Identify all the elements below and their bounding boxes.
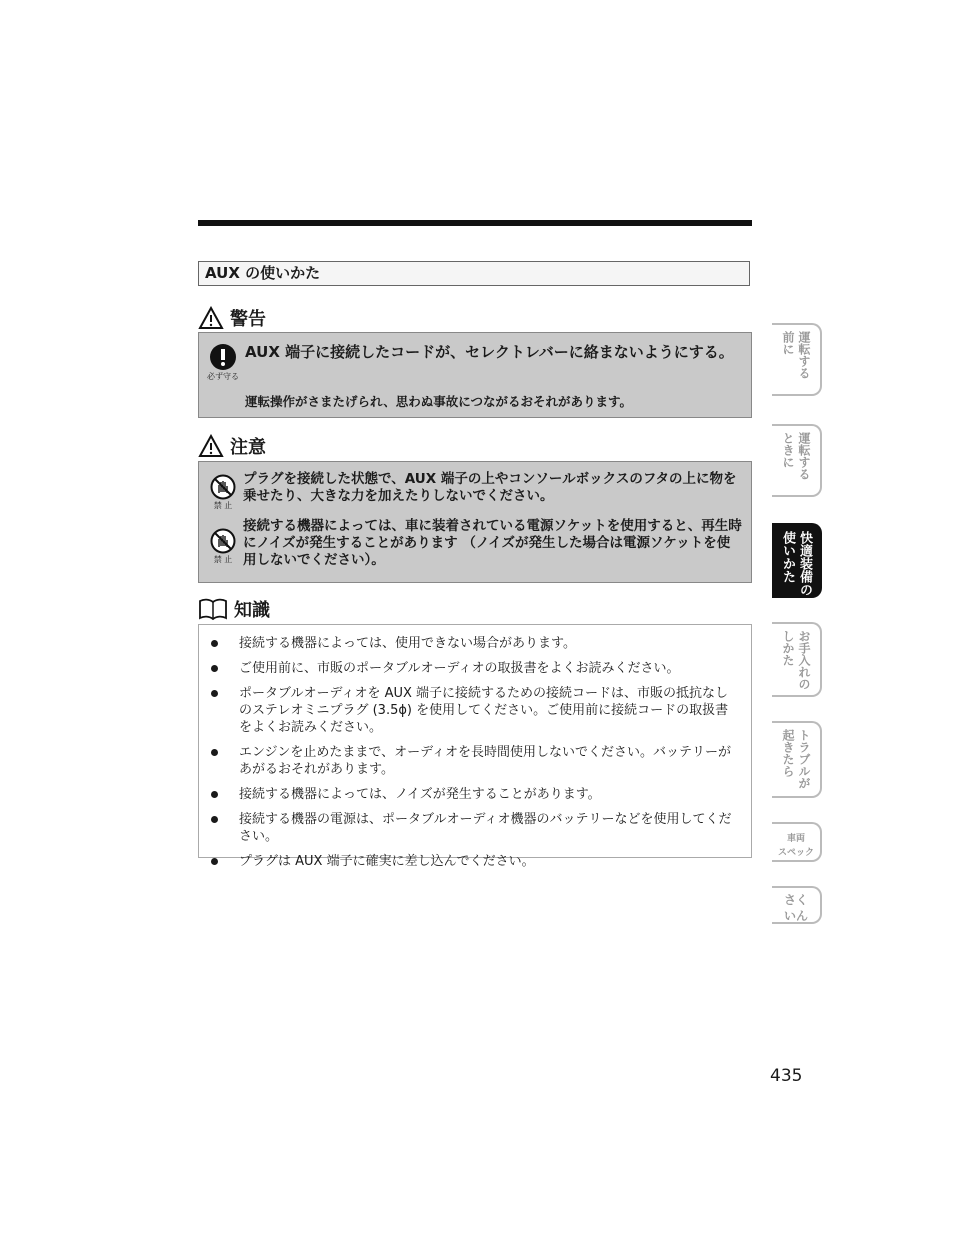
list-item: エンジンを止めたままで、オーディオを長時間使用しないでください。バッテリーがあがるおそれがあります。 [211,744,741,778]
tab-comfort-features[interactable] [772,523,822,598]
caution-triangle-icon [198,434,224,458]
list-item: 接続する機器によっては、ノイズが発生することがあります。 [211,786,741,803]
list-item: プラグは AUX 端子に確実に差し込んでください。 [211,853,741,870]
tab-label: さく [783,892,808,907]
prohibited-symbol [205,474,241,511]
tab-label: 使いかた [780,531,795,583]
list-item: 接続する機器によっては、使用できない場合があります。 [211,635,741,652]
tab-label: 快適装備の [797,531,812,596]
list-item: ポータブルオーディオを AUX 端子に接続するための接続コードは、市販の抵抗なしのステレオミニプラグ (3.5ϕ) を使用してください。ご使用前に接続コードの取扱書をよくお読みください。 [211,685,741,736]
caution-heading-text: 注意 [230,437,266,458]
tab-label: しかた [781,630,795,666]
warning-main-text: AUX 端子に接続したコードが、セレクトレバーに絡まないようにする。 [245,343,734,361]
tab-label: トラブルが [797,729,811,789]
tab-label: スペック [777,848,814,858]
no-touch-hand-icon [210,528,236,554]
tab-label: 起きたら [781,729,795,777]
tab-while-driving[interactable] [772,424,822,497]
list-item: 接続する機器の電源は、ポータブルオーディオ機器のバッテリーなどを使用してください。 [211,811,741,845]
tab-label: お手入れの [797,630,811,690]
warning-sub-text: 運転操作がさまたげられ、思わぬ事故につながるおそれがあります。 [245,394,633,409]
caution-box [198,461,752,583]
tab-before-driving[interactable] [772,323,822,396]
warning-heading-text: 警告 [230,309,266,330]
warning-triangle-icon [198,306,224,330]
warning-box [198,332,752,418]
tab-maintenance[interactable] [772,622,822,697]
warning-heading [198,304,266,332]
prohibited-label: 禁 止 [213,555,233,564]
tab-label: 運転する [797,432,811,480]
knowledge-box [198,624,752,869]
tab-label: いん [783,908,808,923]
exclamation-circle-icon [209,343,237,371]
tab-label: ときに [781,432,795,468]
tab-label: 運転する [797,331,811,379]
caution-text-1: プラグを接続した状態で、AUX 端子の上やコンソールボックスのフタの上に物を乗せたり、大きな力を加えたりしないでください。 [243,471,737,504]
no-touch-hand-icon [210,474,236,500]
list-item: ご使用前に、市販のポータブルオーディオの取扱書をよくお読みください。 [211,660,741,677]
tab-troubleshooting[interactable] [772,721,822,798]
prohibited-symbol [205,528,241,565]
top-rule [198,220,752,226]
tab-index[interactable] [772,886,822,924]
prohibited-label: 禁 止 [213,501,233,510]
section-title: AUX の使いかた [198,261,750,286]
must-follow-label: 必ず守る [207,372,239,381]
knowledge-list [199,625,751,870]
knowledge-heading-text: 知識 [234,600,270,621]
caution-heading [198,432,266,460]
page-number: 435 [770,1066,803,1086]
tab-vehicle-specs[interactable] [772,822,822,862]
must-follow-symbol [205,343,241,382]
caution-text-2: 接続する機器によっては、車に装着されている電源ソケットを使用すると、再生時にノイズが発生することがあります （ノイズが発生した場合は電源ソケットを使用しないでください）。 [243,518,742,568]
tab-label: 車両 [786,834,805,844]
open-book-icon [198,597,228,621]
knowledge-heading [198,595,270,623]
tab-label: 前に [781,331,795,355]
